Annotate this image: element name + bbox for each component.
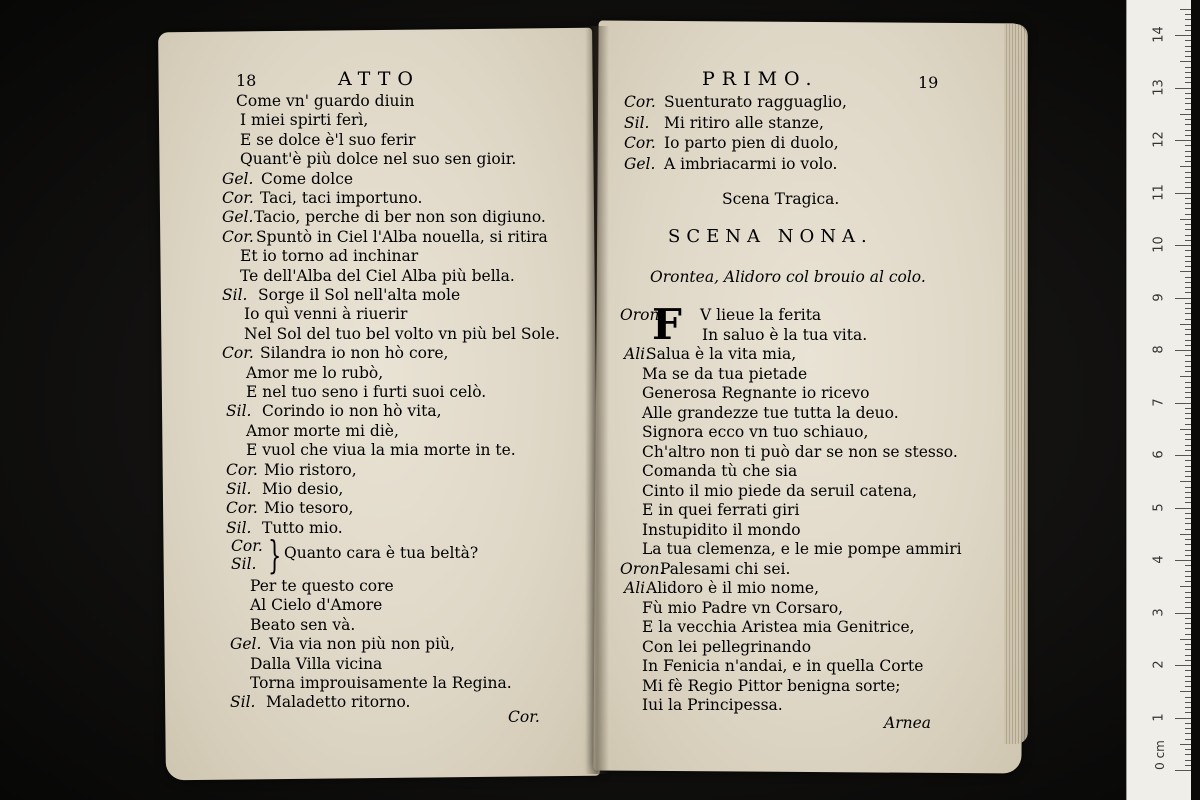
ruler-tick: [1185, 208, 1191, 209]
scene-type: Scena Tragica.: [722, 190, 840, 208]
left-line-text: Mio ristoro,: [264, 460, 357, 479]
dialogue-line-text: Alle grandezze tue tutta la deuo.: [642, 403, 899, 422]
ruler-tick: [1180, 376, 1191, 377]
ruler-tick: [1185, 93, 1191, 94]
left-line-speaker: Sil.: [226, 402, 252, 421]
ruler-tick: [1180, 586, 1191, 587]
dialogue-line-text: Instupidito il mondo: [642, 520, 801, 539]
ruler-tick: [1180, 639, 1191, 640]
left-line-speaker: Sil.: [230, 693, 256, 712]
dialogue-line-speaker: Ali.: [624, 579, 651, 597]
ruler-tick: [1185, 161, 1191, 162]
ruler-tick: [1185, 355, 1191, 356]
ruler-tick: [1185, 292, 1191, 293]
ruler-tick: [1185, 19, 1191, 20]
ruler-tick: [1185, 676, 1191, 677]
page-edges: [1004, 24, 1028, 744]
ruler-tick: [1185, 660, 1191, 661]
ruler-label: 9: [1151, 292, 1167, 302]
ruler-tick: [1185, 712, 1191, 713]
ruler-tick: [1185, 513, 1191, 514]
ruler-tick: [1185, 697, 1191, 698]
ruler-tick: [1185, 182, 1191, 183]
left-line-text: Torna improuisamente la Regina.: [250, 674, 512, 692]
ruler-tick: [1175, 35, 1191, 36]
right-catchword: Arnea: [884, 714, 931, 732]
ruler-label: 14: [1151, 26, 1167, 43]
ruler-tick: [1180, 481, 1191, 482]
ruler-tick: [1175, 193, 1191, 194]
ruler-tick: [1185, 471, 1191, 472]
ruler-tick: [1185, 544, 1191, 545]
ruler-tick: [1185, 476, 1191, 477]
left-line-speaker: Cor.: [222, 344, 254, 363]
ruler-tick: [1185, 198, 1191, 199]
dialogue-line-text: Fù mio Padre vn Corsaro,: [642, 598, 844, 617]
ruler-tick: [1185, 172, 1191, 173]
ruler-tick: [1180, 219, 1191, 220]
ruler-tick: [1185, 565, 1191, 566]
left-line-speaker: Cor.: [222, 189, 254, 207]
ruler-tick: [1185, 345, 1191, 346]
ruler-tick: [1185, 340, 1191, 341]
dialogue-line-text: Comanda tù che sia: [642, 462, 798, 480]
ruler-tick: [1185, 628, 1191, 629]
ruler-label: 11: [1151, 183, 1167, 201]
ruler-tick: [1185, 681, 1191, 682]
ruler-tick: [1185, 250, 1191, 251]
ruler-tick: [1185, 119, 1191, 120]
ruler-tick: [1185, 644, 1191, 645]
ruler-tick: [1185, 214, 1191, 215]
left-line-speaker: Cor.: [226, 499, 258, 518]
ruler-tick: [1185, 739, 1191, 740]
ruler-tick: [1185, 728, 1191, 729]
left-line-speaker: Sil.: [226, 480, 252, 498]
ruler-tick: [1175, 665, 1191, 666]
ruler-tick: [1185, 670, 1191, 671]
right-line-speaker: Cor.: [624, 93, 656, 111]
left-line-text: Amor me lo rubò,: [246, 363, 384, 382]
dialogue-line-speaker: Oron.: [620, 306, 665, 324]
ruler-tick: [1185, 109, 1191, 110]
ruler-tick: [1175, 560, 1191, 561]
left-line-text: Io quì venni à riuerir: [244, 305, 408, 324]
left-line-text: Te dell'Alba del Ciel Alba più bella.: [240, 266, 515, 285]
left-line-speaker: Gel.: [222, 169, 254, 188]
left-line-text: Mio tesoro,: [264, 499, 354, 518]
left-line-text: Spuntò in Ciel l'Alba nouella, si ritira: [256, 227, 548, 246]
ruler-tick: [1185, 707, 1191, 708]
ruler-tick: [1185, 434, 1191, 435]
ruler-tick: [1185, 261, 1191, 262]
left-line-text: Tacio, perche di ber non son digiuno.: [254, 208, 546, 227]
left-line-speaker: Cor.: [226, 460, 258, 479]
right-running-head: PRIMO.: [702, 68, 819, 90]
left-line-text: Corindo io non hò vita,: [262, 402, 442, 421]
ruler-tick: [1185, 98, 1191, 99]
ruler-tick: [1180, 324, 1191, 325]
ruler-tick: [1185, 135, 1191, 136]
ruler-tick: [1185, 51, 1191, 52]
ruler-tick: [1185, 602, 1191, 603]
left-line-text: Quanto cara è tua beltà?: [284, 544, 479, 562]
dialogue-line-text: Ch'altro non ti può dar se non se stesso.: [642, 442, 958, 461]
right-line-text: Mi ritiro alle stanze,: [664, 113, 824, 132]
ruler-label: 3: [1151, 607, 1167, 617]
ruler-tick: [1180, 744, 1191, 745]
left-line-text: E vuol che viua la mia morte in te.: [246, 441, 516, 460]
ruler-unit: 0 cm: [1152, 740, 1167, 770]
left-line-text: Silandra io non hò core,: [260, 344, 449, 363]
ruler-tick: [1185, 760, 1191, 761]
ruler-tick: [1185, 702, 1191, 703]
ruler-tick: [1185, 313, 1191, 314]
ruler-tick: [1180, 9, 1191, 10]
ruler-label: 5: [1151, 502, 1167, 512]
ruler-tick: [1185, 387, 1191, 388]
ruler-tick: [1185, 277, 1191, 278]
ruler-tick: [1185, 492, 1191, 493]
left-line-text: Mio desio,: [262, 480, 344, 498]
left-line-text: E nel tuo seno i furti suoi celò.: [246, 383, 487, 401]
ruler-tick: [1185, 156, 1191, 157]
ruler-tick: [1175, 350, 1191, 351]
ruler-tick: [1175, 508, 1191, 509]
dialogue-line-text: Iui la Principessa.: [642, 696, 783, 714]
left-line-speaker: Cor.: [231, 537, 263, 555]
dialogue-line-text: Cinto il mio piede da seruil catena,: [642, 481, 918, 500]
ruler-tick: [1175, 298, 1191, 299]
ruler-tick: [1175, 140, 1191, 141]
ruler-tick: [1185, 550, 1191, 551]
ruler-tick: [1185, 371, 1191, 372]
dialogue-line-text: E la vecchia Aristea mia Genitrice,: [642, 618, 915, 636]
right-line-speaker: Gel.: [624, 154, 656, 173]
ruler-tick: [1185, 618, 1191, 619]
left-line-text: E se dolce è'l suo ferir: [240, 130, 416, 149]
ruler-tick: [1185, 523, 1191, 524]
brace-symbol: }: [268, 533, 282, 577]
ruler-tick: [1185, 203, 1191, 204]
ruler-tick: [1185, 229, 1191, 230]
left-line-text: Maladetto ritorno.: [266, 693, 411, 712]
ruler-tick: [1185, 539, 1191, 540]
ruler-tick: [1185, 502, 1191, 503]
ruler-label: 2: [1151, 660, 1167, 669]
dialogue-line-text: Salua è la vita mia,: [646, 345, 797, 363]
ruler-tick: [1185, 319, 1191, 320]
left-line-text: I miei spirti ferì,: [240, 111, 369, 130]
ruler-tick: [1180, 534, 1191, 535]
left-line-text: Et io torno ad inchinar: [240, 247, 419, 266]
ruler-tick: [1185, 82, 1191, 83]
ruler-tick: [1180, 691, 1191, 692]
left-page-number: 18: [236, 71, 257, 90]
ruler-label: 13: [1151, 78, 1167, 96]
right-line-text: Suenturato ragguaglio,: [664, 93, 847, 111]
left-line-text: Come dolce: [261, 169, 354, 188]
left-line-text: Via via non più non più,: [269, 635, 455, 654]
right-page-number: 19: [918, 73, 939, 92]
ruler-tick: [1185, 303, 1191, 304]
dialogue-line-text: Signora ecco vn tuo schiauo,: [642, 423, 869, 441]
ruler-tick: [1185, 634, 1191, 635]
ruler-tick: [1185, 413, 1191, 414]
dialogue-line-speaker: Ali.: [624, 345, 651, 363]
ruler-tick: [1185, 124, 1191, 125]
ruler-tick: [1185, 418, 1191, 419]
left-line-speaker: Sil.: [226, 518, 252, 537]
right-line-speaker: Cor.: [624, 134, 656, 152]
left-line-text: Tutto mio.: [262, 518, 343, 537]
ruler-label: 6: [1151, 450, 1167, 459]
dialogue-line-text: In saluo è la tua vita.: [702, 325, 868, 344]
ruler-tick: [1185, 460, 1191, 461]
drop-cap: F: [652, 300, 682, 349]
ruler-tick: [1185, 329, 1191, 330]
ruler-tick: [1175, 88, 1191, 89]
scene-characters: Orontea, Alidoro col brouio al colo.: [650, 268, 926, 286]
ruler-tick: [1185, 235, 1191, 236]
dialogue-line-speaker: Oron.: [620, 559, 665, 578]
dialogue-line-text: Palesami chi sei.: [660, 559, 791, 578]
ruler-tick: [1185, 466, 1191, 467]
ruler-tick: [1185, 130, 1191, 131]
ruler-tick: [1185, 287, 1191, 288]
ruler-tick: [1185, 240, 1191, 241]
ruler-tick: [1185, 67, 1191, 68]
left-line-text: Come vn' guardo diuin: [236, 92, 415, 110]
ruler-tick: [1185, 30, 1191, 31]
ruler-tick: [1185, 397, 1191, 398]
ruler-tick: [1185, 487, 1191, 488]
ruler-tick: [1185, 592, 1191, 593]
ruler-tick: [1180, 166, 1191, 167]
ruler-tick: [1180, 429, 1191, 430]
measuring-ruler: [1126, 0, 1191, 800]
ruler-tick: [1185, 765, 1191, 766]
ruler-tick: [1185, 77, 1191, 78]
left-line-speaker: Sil.: [222, 286, 248, 304]
ruler-tick: [1185, 187, 1191, 188]
ruler-tick: [1185, 733, 1191, 734]
book-gutter: [585, 26, 609, 774]
ruler-tick: [1185, 361, 1191, 362]
ruler-tick: [1185, 334, 1191, 335]
left-line-speaker: Cor.: [222, 227, 254, 246]
ruler-tick: [1185, 581, 1191, 582]
ruler-tick: [1185, 749, 1191, 750]
ruler-label: 8: [1151, 345, 1167, 354]
ruler-tick: [1185, 366, 1191, 367]
ruler-tick: [1185, 46, 1191, 47]
ruler-tick: [1185, 555, 1191, 556]
ruler-tick: [1185, 576, 1191, 577]
ruler-tick: [1185, 439, 1191, 440]
ruler-label: 12: [1151, 131, 1167, 148]
left-line-text: Taci, taci importuno.: [260, 189, 423, 207]
ruler-tick: [1185, 529, 1191, 530]
ruler-tick: [1185, 145, 1191, 146]
dialogue-line-text: Ma se da tua pietade: [642, 364, 808, 383]
ruler-tick: [1185, 56, 1191, 57]
ruler-tick: [1175, 613, 1191, 614]
dialogue-line-text: Generosa Regnante io ricevo: [642, 384, 870, 402]
dialogue-line-text: In Fenicia n'andai, e in quella Corte: [642, 657, 924, 675]
left-line-text: Sorge il Sol nell'alta mole: [258, 286, 461, 304]
ruler-tick: [1185, 445, 1191, 446]
ruler-tick: [1185, 151, 1191, 152]
dialogue-line-text: Con lei pellegrinando: [642, 637, 812, 656]
ruler-tick: [1185, 623, 1191, 624]
left-catchword: Cor.: [508, 708, 540, 726]
ruler-label: 1: [1151, 712, 1167, 722]
ruler-tick: [1185, 571, 1191, 572]
ruler-tick: [1185, 649, 1191, 650]
ruler-tick: [1180, 114, 1191, 115]
right-line-text: A imbriacarmi io volo.: [664, 154, 838, 173]
ruler-tick: [1185, 518, 1191, 519]
ruler-label: 7: [1151, 397, 1167, 407]
left-line-speaker: Sil.: [231, 555, 257, 573]
left-line-speaker: Gel.: [230, 635, 262, 654]
ruler-tick: [1185, 25, 1191, 26]
left-line-text: Beato sen và.: [250, 615, 356, 634]
left-line-speaker: Gel.: [222, 208, 254, 227]
left-line-text: Quant'è più dolce nel suo sen gioir.: [240, 150, 517, 169]
dialogue-line-text: La tua clemenza, e le mie pompe ammiri: [642, 540, 962, 558]
ruler-tick: [1180, 271, 1191, 272]
dialogue-line-text: Mi fè Regio Pittor benigna sorte;: [642, 676, 901, 695]
ruler-tick: [1185, 450, 1191, 451]
ruler-tick: [1175, 403, 1191, 404]
ruler-tick: [1185, 256, 1191, 257]
left-line-text: Dalla Villa vicina: [250, 654, 383, 673]
right-line-speaker: Sil.: [624, 113, 650, 132]
ruler-tick: [1185, 308, 1191, 309]
ruler-tick: [1185, 177, 1191, 178]
ruler-tick: [1185, 686, 1191, 687]
ruler-tick: [1185, 754, 1191, 755]
ruler-tick: [1185, 408, 1191, 409]
left-line-text: Al Cielo d'Amore: [250, 596, 383, 615]
ruler-tick: [1185, 424, 1191, 425]
ruler-tick: [1185, 14, 1191, 15]
dialogue-line-text: V lieue la ferita: [700, 306, 822, 324]
ruler-tick: [1185, 266, 1191, 267]
ruler-tick: [1185, 40, 1191, 41]
ruler-tick: [1185, 392, 1191, 393]
ruler-tick: [1175, 455, 1191, 456]
ruler-tick: [1185, 607, 1191, 608]
ruler-tick: [1175, 770, 1191, 771]
scene-title: SCENA NONA.: [668, 226, 873, 247]
ruler-label: 10: [1151, 236, 1167, 253]
ruler-tick: [1185, 224, 1191, 225]
ruler-tick: [1185, 497, 1191, 498]
ruler-tick: [1180, 61, 1191, 62]
ruler-label: 4: [1151, 555, 1167, 564]
right-line-text: Io parto pien di duolo,: [664, 134, 839, 152]
dialogue-line-text: Alidoro è il mio nome,: [646, 579, 819, 597]
ruler-tick: [1185, 382, 1191, 383]
left-line-text: Amor morte mi diè,: [246, 421, 399, 440]
left-line-text: Nel Sol del tuo bel volto vn più bel Sole.: [244, 324, 560, 343]
ruler-tick: [1185, 597, 1191, 598]
ruler-tick: [1175, 718, 1191, 719]
ruler-tick: [1185, 72, 1191, 73]
ruler-tick: [1185, 723, 1191, 724]
ruler-tick: [1185, 103, 1191, 104]
dialogue-line-text: E in quei ferrati giri: [642, 501, 800, 519]
ruler-tick: [1175, 245, 1191, 246]
left-line-text: Per te questo core: [250, 577, 394, 595]
left-running-head: ATTO: [338, 68, 420, 90]
ruler-tick: [1185, 282, 1191, 283]
ruler-tick: [1185, 655, 1191, 656]
